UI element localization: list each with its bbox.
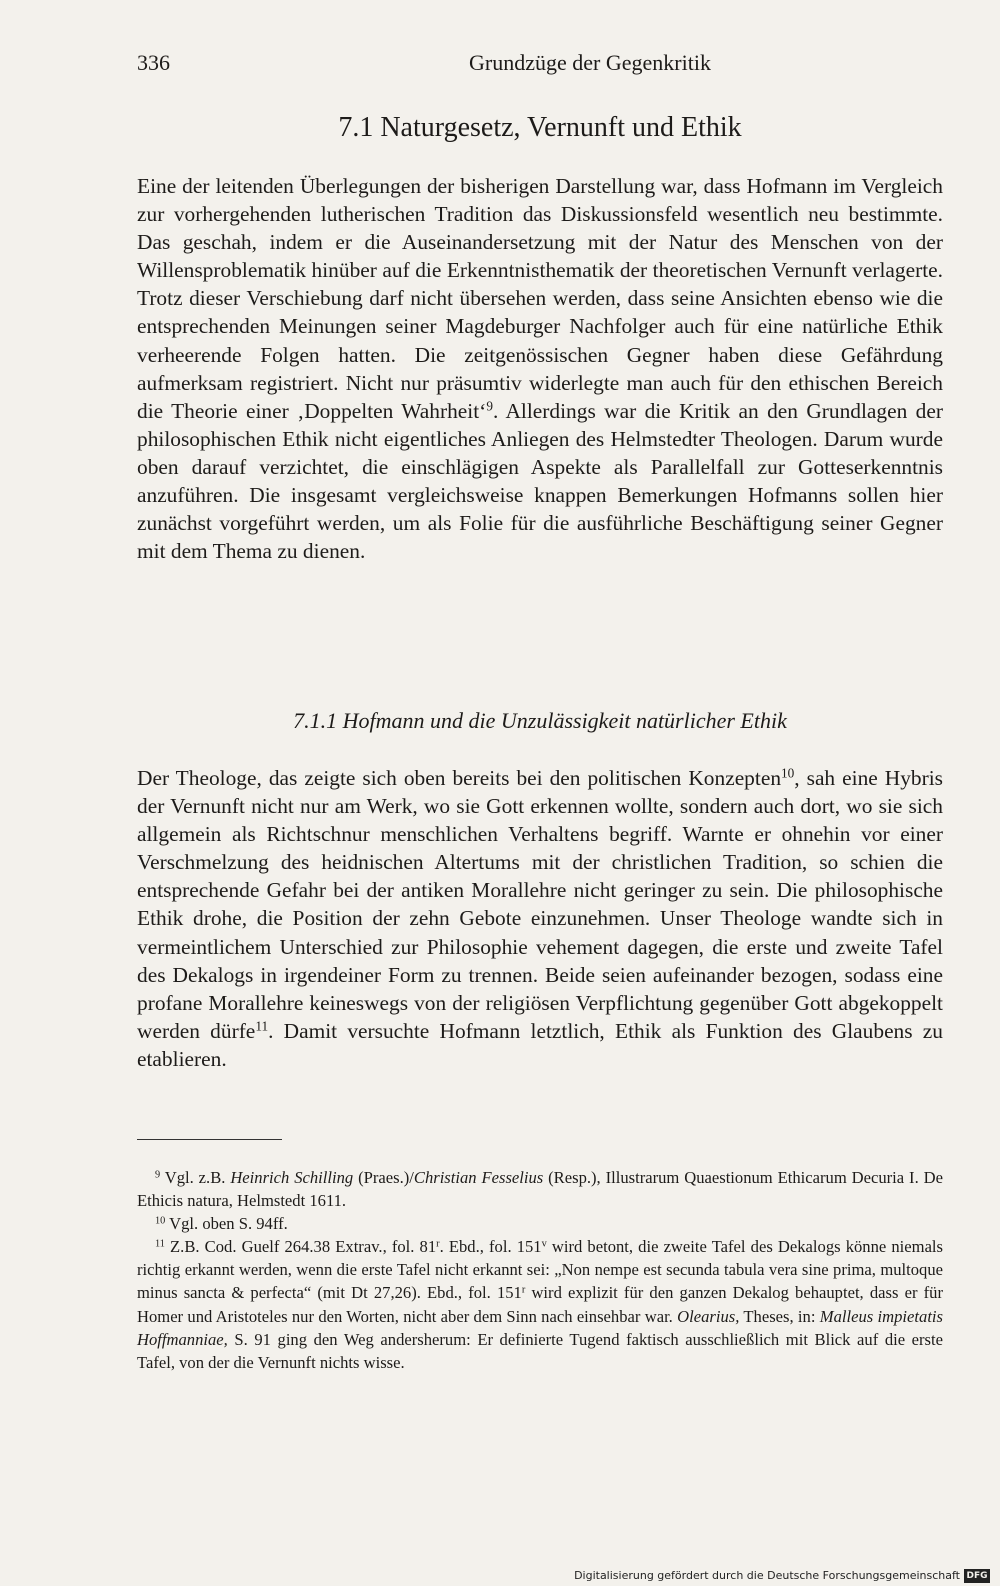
work-title: Malleus impietatis Hoffmanniae,	[137, 1306, 943, 1349]
footnote-text: S. 91 ging den Weg andersherum: Er definierte Tugend faktisch ausschließlich mit Blick auf die erste Tafel, von der die Vernunft nichts wisse.	[137, 1329, 943, 1372]
paragraph-text: . Damit versuchte Hofmann letztlich, Ethik als Funktion des Glaubens zu etablieren.	[137, 1018, 943, 1071]
paragraph-text: , sah eine Hybris der Vernunft nicht nur am Werk, wo sie Gott erkennen wollte, sondern auch dort, wo sie sich allgemein als Richtschnur menschlichen Verhaltens begriff. Warnte er ohnehin vor einer Verschmelzung des heidnischen Altertums mit der christlichen Tradition, so schien die entsprechende Gefahr bei der antiken Morallehre nicht geringer zu sein. Die philosophische Ethik drohe, die Position der zehn Gebote einzunehmen. Unser Theologe wandte sich in vermeintlichem Unterschied zur Philosophie vehement dagegen, die erste und zweite Tafel des Dekalogs in irgendeiner Form zu trennen. Beide seien aufeinander bezogen, sodass eine profane Morallehre keineswegs von der religiösen Verpflichtung gegenüber Gott abgekoppelt werden dürfe	[137, 766, 943, 1043]
body-paragraph-1	[137, 172, 943, 565]
footnote-text: . Ebd., fol. 151	[439, 1237, 542, 1257]
section-heading: 7.1 Naturgesetz, Vernunft und Ethik	[338, 112, 742, 143]
dfg-logo-icon: DFG	[964, 1569, 990, 1583]
folio-side: r	[521, 1284, 526, 1296]
footnote-number: 9	[155, 1169, 161, 1181]
footnote-text: (Praes.)/	[353, 1168, 414, 1187]
footnote-text: Vgl. z.B.	[160, 1168, 231, 1187]
footnote-number: 11	[155, 1238, 165, 1250]
footnote-text: wird explizit für den ganzen Dekalog behauptet, dass er für Homer und Aristoteles nur den Worten, nicht aber dem Sinn nach einsehbar war.	[137, 1283, 943, 1326]
footnote-11	[137, 1235, 943, 1374]
footnote-ref-10[interactable]: 10	[781, 765, 795, 781]
page-number: 336	[137, 50, 170, 75]
folio-side: r	[436, 1238, 440, 1250]
subsection-heading: 7.1.1 Hofmann und die Unzulässigkeit natürlicher Ethik	[293, 708, 787, 733]
author-name: Heinrich Schilling	[230, 1168, 354, 1187]
author-name: Olearius,	[677, 1306, 740, 1326]
paragraph-text: . Allerdings war die Kritik an den Grundlagen der philosophischen Ethik nicht eigentliches Anliegen des Helmstedter Theologen. Darum wurde oben darauf verzichtet, die einschlägigen Aspekte als Parallelfall zur Gotteserkenntnis anzuführen. Die insgesamt vergleichsweise knappen Bemerkungen Hofmanns sollen hier zunächst vorgeführt werden, um als Folie für die ausführliche Beschäftigung seiner Gegner mit dem Thema zu dienen.	[137, 398, 943, 564]
folio-side: v	[541, 1238, 547, 1250]
digitization-credit: Digitalisierung gefördert durch die Deutsche Forschungsgemeinschaft	[574, 1569, 960, 1582]
footnote-number: 10	[155, 1215, 166, 1227]
author-name: Christian Fesselius	[413, 1168, 544, 1187]
paragraph-text: Der Theologe, das zeigte sich oben bereits bei den politischen Konzepten	[137, 766, 782, 790]
footnote-ref-11[interactable]: 11	[255, 1018, 269, 1034]
footnote-ref-9[interactable]: 9	[486, 398, 493, 414]
footnote-text: wird betont, die zweite Tafel des Dekalogs könne niemals richtig erkannt werden, wenn die erste Tafel nicht erkannt sei: „Non nempe est secunda tabula vera sine prima, multoque minus sancta & perfecta“ (mit Dt 27,26). Ebd., fol. 151	[137, 1237, 943, 1303]
footnote-10	[137, 1212, 943, 1235]
footnote-divider	[137, 1139, 282, 1140]
footnote-9	[137, 1166, 943, 1212]
running-head	[137, 50, 943, 86]
footnote-text: Z.B. Cod. Guelf 264.38 Extrav., fol. 81	[164, 1237, 437, 1257]
paragraph-text: Eine der leitenden Überlegungen der bisherigen Darstellung war, dass Hofmann im Vergleich zur vorhergehenden lutherischen Tradition das Diskussionsfeld wesentlich neu bestimmte. Das geschah, indem er die Auseinandersetzung mit der Natur des Menschen von der Willensproblematik hinüber auf die Erkenntnisthematik der theoretischen Vernunft verlagerte. Trotz dieser Verschiebung darf nicht übersehen werden, dass seine Ansichten ebenso wie die entsprechenden Meinungen seiner Magdeburger Nachfolger auch für eine natürliche Ethik verheerende Folgen hatten. Die zeitgenössischen Gegner haben diese Gefährdung aufmerksam registriert. Nicht nur präsumtiv widerlegte man auch für den ethischen Bereich die Theorie einer ‚Doppelten Wahrheit‘	[137, 174, 943, 423]
footnote-text: (Resp.), Illustrarum Quaestionum Ethicarum Decuria I. De Ethicis natura, Helmstedt 1611.	[137, 1168, 943, 1211]
footnote-text: Vgl. oben S. 94ff.	[165, 1214, 288, 1234]
footnotes	[137, 1166, 943, 1374]
running-title: Grundzüge der Gegenkritik	[469, 50, 711, 75]
body-paragraph-2	[137, 764, 943, 1073]
footnote-text: Theses, in:	[739, 1306, 820, 1326]
